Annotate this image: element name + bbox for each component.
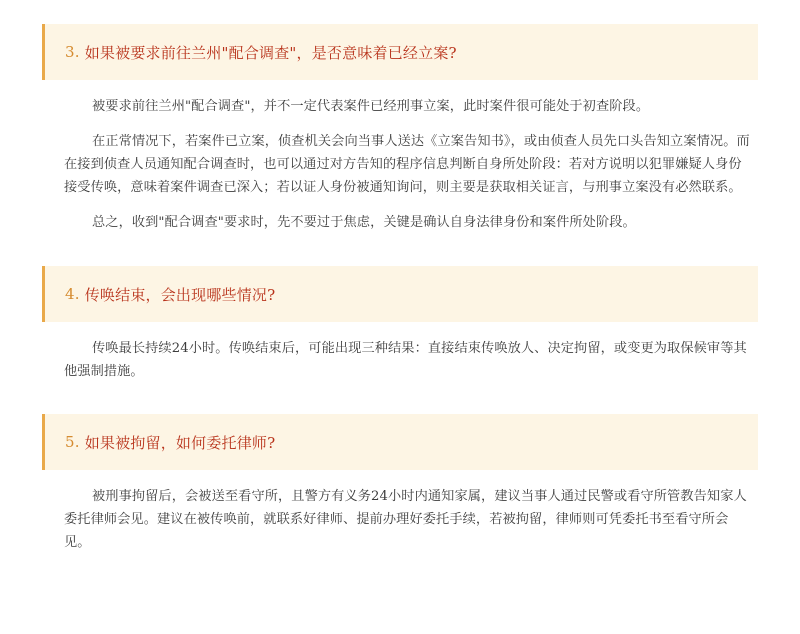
paragraph: 在正常情况下，若案件已立案，侦查机关会向当事人送达《立案告知书》，或由侦查人员先口头告知立案情况。而在接到侦查人员通知配合调查时，也可以通过对方告知的程序信息判断自身所处阶段：若对方说明以犯罪嫌疑人身份接受传唤，意味着案件调查已深入；若以证人身份被通知询问，则主要是获取相关证言，与刑事立案没有必然联系。: [64, 134, 750, 195]
article-body: [42, 0, 758, 554]
section-title: 传唤结束，会出现哪些情况?: [84, 285, 276, 304]
paragraph: 被刑事拘留后，会被送至看守所，且警方有义务24小时内通知家属，建议当事人通过民警或看守所管教告知家人委托律师会见。建议在被传唤前，就联系好律师、提前办理好委托手续，若被拘留，律师则可凭委托书至看守所会见。: [64, 489, 747, 550]
section-number: 5.: [65, 433, 80, 451]
section-title: 如果被拘留，如何委托律师?: [84, 433, 276, 452]
section-heading-3: [42, 24, 758, 80]
section-number: 4.: [65, 285, 80, 303]
section-heading-5: [42, 414, 758, 470]
paragraph: 传唤最长持续24小时。传唤结束后，可能出现三种结果：直接结束传唤放人、决定拘留，或变更为取保候审等其他强制措施。: [64, 341, 747, 379]
section-number: 3.: [65, 43, 80, 61]
section-heading-4: [42, 266, 758, 322]
paragraph: 总之，收到"配合调查"要求时，先不要过于焦虑，关键是确认自身法律身份和案件所处阶段。: [92, 215, 636, 230]
section-title: 如果被要求前往兰州"配合调查"，是否意味着已经立案?: [84, 43, 457, 62]
paragraph: 被要求前往兰州"配合调查"，并不一定代表案件已经刑事立案，此时案件很可能处于初查阶段。: [92, 99, 650, 114]
